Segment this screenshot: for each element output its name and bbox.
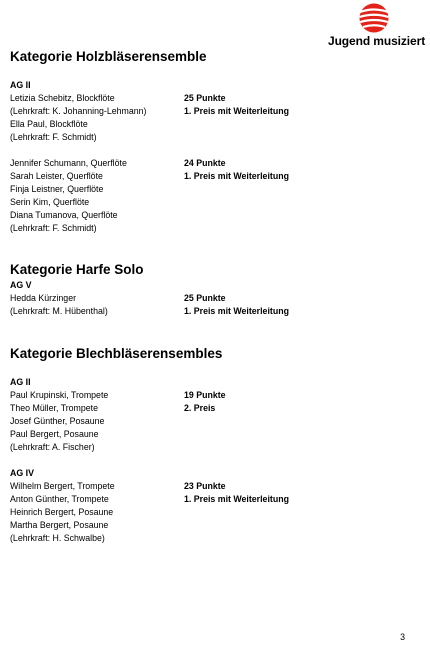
age-group-label: AG II	[10, 377, 31, 387]
section-title: Kategorie Holzbläserensemble	[10, 49, 207, 64]
member-line: Ella Paul, Blockflöte	[10, 119, 88, 129]
points: 25 Punkte	[184, 93, 226, 103]
member-line: Wilhelm Bergert, Trompete	[10, 481, 115, 491]
member-line: (Lehrkraft: M. Hübenthal)	[10, 306, 108, 316]
member-line: (Lehrkraft: H. Schwalbe)	[10, 533, 105, 543]
member-line: Paul Bergert, Posaune	[10, 429, 99, 439]
member-line: Josef Günther, Posaune	[10, 416, 105, 426]
entry-result	[184, 389, 226, 454]
member-line: Heinrich Bergert, Posaune	[10, 507, 114, 517]
member-line: (Lehrkraft: F. Schmidt)	[10, 132, 97, 142]
member-line: (Lehrkraft: K. Johanning-Lehmann)	[10, 106, 147, 116]
member-line: (Lehrkraft: F. Schmidt)	[10, 223, 97, 233]
points: 19 Punkte	[184, 390, 226, 400]
entry-members	[10, 480, 184, 545]
results-content	[10, 48, 420, 545]
entry-members	[10, 157, 184, 235]
prize: 2. Preis	[184, 403, 216, 413]
result-entry	[10, 389, 420, 454]
section-title: Kategorie Blechbläserensembles	[10, 346, 223, 361]
section-blechblaeserensembles	[10, 345, 420, 545]
prize: 1. Preis mit Weiterleitung	[184, 494, 289, 504]
member-line: Hedda Kürzinger	[10, 293, 77, 303]
member-line: Theo Müller, Trompete	[10, 403, 99, 413]
member-line: Letizia Schebitz, Blockflöte	[10, 93, 115, 103]
member-line: Serin Kim, Querflöte	[10, 197, 90, 207]
points: 25 Punkte	[184, 293, 226, 303]
member-line: Finja Leistner, Querflöte	[10, 184, 104, 194]
age-group-label: AG II	[10, 80, 31, 90]
member-line: Anton Günther, Trompete	[10, 494, 109, 504]
member-line: Sarah Leister, Querflöte	[10, 171, 103, 181]
points: 24 Punkte	[184, 158, 226, 168]
entry-members	[10, 292, 184, 318]
entry-result	[184, 157, 289, 235]
age-group-label: AG IV	[10, 468, 34, 478]
member-line: Paul Krupinski, Trompete	[10, 390, 109, 400]
member-line: (Lehrkraft: A. Fischer)	[10, 442, 95, 452]
entry-result	[184, 480, 289, 545]
entry-members	[10, 389, 184, 454]
entry-result	[184, 292, 289, 318]
prize: 1. Preis mit Weiterleitung	[184, 306, 289, 316]
result-entry	[10, 157, 420, 235]
section-title: Kategorie Harfe Solo	[10, 262, 144, 277]
prize: 1. Preis mit Weiterleitung	[184, 171, 289, 181]
entry-members	[10, 92, 184, 144]
section-holzblaeserensemble	[10, 48, 420, 235]
entry-result	[184, 92, 289, 144]
section-harfe-solo	[10, 261, 420, 318]
result-entry	[10, 480, 420, 545]
jugend-musiziert-logo-icon	[358, 3, 390, 33]
result-entry	[10, 292, 420, 318]
page-number: 3	[400, 632, 405, 642]
member-line: Jennifer Schumann, Querflöte	[10, 158, 127, 168]
age-group-label: AG V	[10, 280, 32, 290]
logo	[328, 3, 426, 48]
prize: 1. Preis mit Weiterleitung	[184, 106, 289, 116]
member-line: Diana Tumanova, Querflöte	[10, 210, 118, 220]
points: 23 Punkte	[184, 481, 226, 491]
member-line: Martha Bergert, Posaune	[10, 520, 109, 530]
result-entry	[10, 92, 420, 144]
logo-text: Jugend musiziert	[328, 34, 426, 48]
